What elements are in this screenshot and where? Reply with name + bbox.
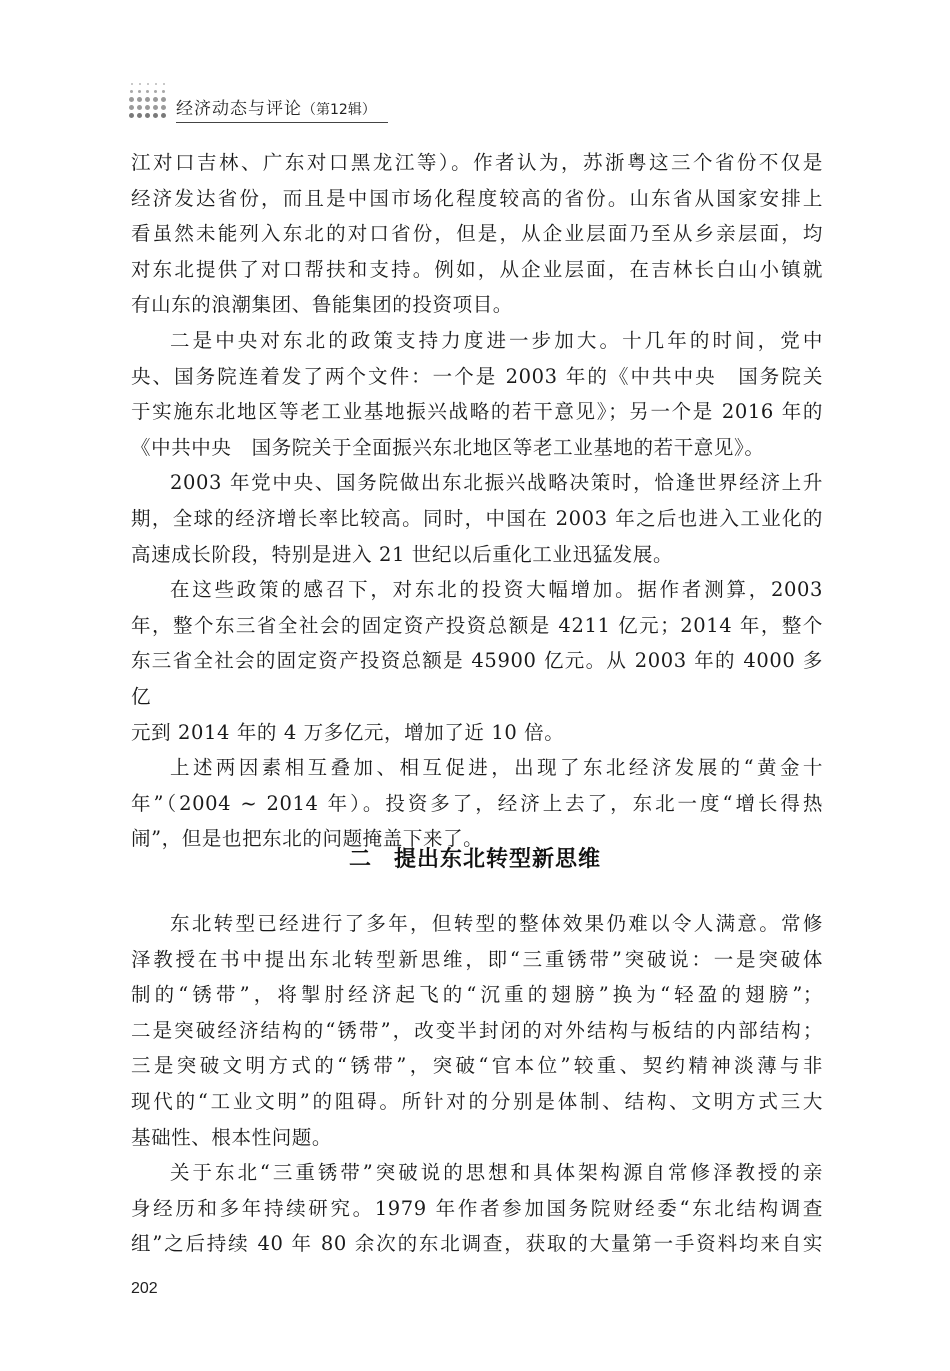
- paragraph: [131, 572, 823, 750]
- text-line: 《中共中央 国务院关于全面振兴东北地区等老工业基地的若干意见》。: [131, 435, 765, 459]
- text-line: 高速成长阶段，特别是进入 21 世纪以后重化工业迅猛发展。: [131, 542, 674, 566]
- running-header: [128, 78, 408, 128]
- text-line: 制的“锈带”，将掣肘经济起飞的“沉重的翅膀”换为“轻盈的翅膀”；: [131, 983, 823, 1007]
- paragraph: [131, 906, 823, 1155]
- journal-volume: （第12辑）: [302, 102, 376, 118]
- text-line: 于实施东北地区等老工业基地振兴战略的若干意见》；另一个是 2016 年的: [131, 400, 823, 424]
- section-heading: [0, 842, 950, 873]
- text-line: 元到 2014 年的 4 万多亿元，增加了近 10 倍。: [131, 720, 565, 744]
- text-line: 组”之后持续 40 年 80 余次的东北调查，获取的大量第一手资料均来自实: [131, 1232, 823, 1256]
- text-line: 对东北提供了对口帮扶和支持。例如，从企业层面，在吉林长白山小镇就: [131, 257, 823, 281]
- text-line: 泽教授在书中提出东北转型新思维，即“三重锈带”突破说：一是突破体: [131, 947, 823, 971]
- body-text-lower: [131, 906, 823, 1262]
- header-underline: [176, 122, 388, 123]
- text-line: 看虽然未能列入东北的对口省份，但是，从企业层面乃至从乡亲层面，均: [131, 222, 823, 246]
- text-line: 央、国务院连着发了两个文件：一个是 2003 年的《中共中央 国务院关: [131, 364, 823, 388]
- text-line: 江对口吉林、广东对口黑龙江等）。作者认为，苏浙粤这三个省份不仅是: [131, 151, 823, 174]
- text-line: 年”（2004 ~ 2014 年）。投资多了，经济上去了，东北一度“增长得热: [131, 791, 823, 815]
- text-line: 闹”，但是也把东北的问题掩盖下来了。: [131, 827, 484, 851]
- page-number: 202: [131, 1280, 158, 1297]
- paragraph: [131, 750, 823, 857]
- text-line: 二是中央对东北的政策支持力度进一步加大。十几年的时间，党中: [170, 328, 823, 352]
- paragraph: [131, 465, 823, 572]
- text-line: 在这些政策的感召下，对东北的投资大幅增加。据作者测算，2003: [170, 578, 823, 602]
- text-line: 二是突破经济结构的“锈带”，改变半封闭的对外结构与板结的内部结构；: [131, 1018, 823, 1042]
- section-title: 提出东北转型新思维: [394, 847, 602, 872]
- text-line: 期，全球的经济增长率比较高。同时，中国在 2003 年之后也进入工业化的: [131, 506, 823, 530]
- text-line: 现代的“工业文明”的阻碍。所针对的分别是体制、结构、文明方式三大: [131, 1089, 823, 1113]
- text-line: 经济发达省份，而且是中国市场化程度较高的省份。山东省从国家安排上: [131, 186, 823, 210]
- paragraph: [131, 145, 823, 323]
- journal-name: 经济动态与评论: [176, 99, 302, 119]
- text-line: 东三省全社会的固定资产投资总额是 45900 亿元。从 2003 年的 4000 多亿: [131, 649, 823, 708]
- section-number: 二: [348, 847, 372, 872]
- text-line: 年，整个东三省全社会的固定资产投资总额是 4211 亿元；2014 年，整个: [131, 613, 823, 637]
- text-line: 2003 年党中央、国务院做出东北振兴战略决策时，恰逢世界经济上升: [170, 471, 823, 495]
- text-line: 三是突破文明方式的“锈带”，突破“官本位”较重、契约精神淡薄与非: [131, 1054, 823, 1078]
- text-line: 身经历和多年持续研究。1979 年作者参加国务院财经委“东北结构调查: [131, 1196, 823, 1220]
- text-line: 关于东北“三重锈带”突破说的思想和具体架构源自常修泽教授的亲: [170, 1161, 823, 1185]
- text-line: 有山东的浪潮集团、鲁能集团的投资项目。: [131, 293, 513, 317]
- dot-grid-ornament-icon: [128, 80, 164, 126]
- paragraph: [131, 323, 823, 465]
- text-line: 基础性、根本性问题。: [131, 1125, 333, 1149]
- paragraph: [131, 1155, 823, 1262]
- body-text-upper: [131, 145, 823, 857]
- journal-title: [176, 94, 376, 119]
- text-line: 东北转型已经进行了多年，但转型的整体效果仍难以令人满意。常修: [170, 912, 823, 935]
- text-line: 上述两因素相互叠加、相互促进，出现了东北经济发展的“黄金十: [170, 756, 823, 780]
